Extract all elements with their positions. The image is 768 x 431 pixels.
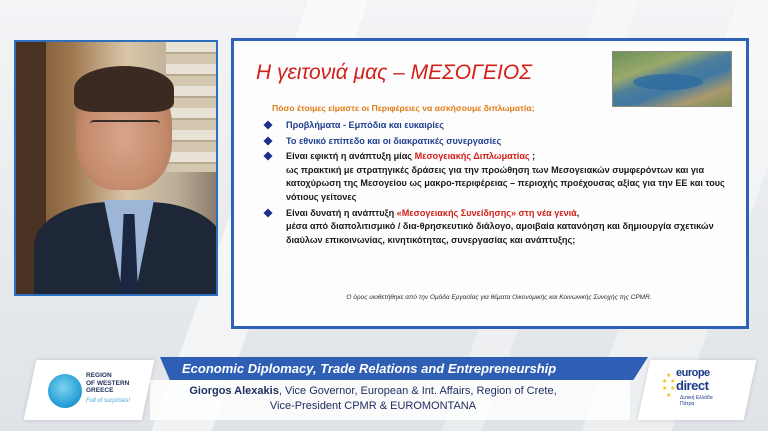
presentation-slide bbox=[231, 38, 749, 329]
slide-footnote: Ο όρος υιοθετήθηκε από την Ομάδα Εργασίας για θέματα Οικονομικής και Κοινωνικής Συνοχής της CPMR. bbox=[346, 294, 652, 301]
slide-title: Η γειτονιά μας – ΜΕΣΟΓΕΙΟΣ bbox=[256, 61, 532, 84]
diamond-bullet-icon bbox=[263, 136, 272, 145]
list-item bbox=[262, 150, 732, 204]
bullet-highlight: «Μεσογειακής Συνείδησης» στη νέα γενιά bbox=[396, 207, 577, 218]
region-western-greece-logo bbox=[48, 368, 148, 418]
europe-direct-logo-text: direct bbox=[676, 378, 709, 393]
bullet-text: Το εθνικό επίπεδο και οι διακρατικές συνεργασίες bbox=[286, 135, 502, 146]
mediterranean-map-icon bbox=[612, 51, 732, 107]
speaker-hair bbox=[74, 66, 174, 112]
bullet-list bbox=[262, 119, 732, 249]
europe-direct-logo-text: europe bbox=[676, 367, 710, 379]
diamond-bullet-icon bbox=[263, 120, 272, 129]
logo-line: REGION bbox=[86, 372, 112, 379]
bullet-text: Προβλήματα - Εμπόδια και ευκαιρίες bbox=[286, 120, 444, 130]
bullet-text: Είναι δυνατή η ανάπτυξη bbox=[286, 207, 397, 218]
session-title: Economic Diplomacy, Trade Relations and Entrepreneurship bbox=[182, 361, 557, 376]
bullet-continuation: μέσα από διαπολιτισμικό / δια-θρησκευτικό διάλογο, αμοιβαία κατανόηση και δημιουργία σχετικών διαύλων επικοινωνίας, κινητικότητας, συνεργασίας και ανάπτυξης; bbox=[286, 221, 714, 245]
subtitle-line: Δυτική Ελλάδα bbox=[680, 395, 713, 401]
bullet-suffix: , bbox=[576, 207, 580, 218]
speaker-caption bbox=[188, 384, 558, 414]
list-item bbox=[262, 135, 732, 149]
speaker-role: , Vice Governor, European & Int. Affairs, Region of Crete, bbox=[278, 385, 557, 397]
speaker-role-2: Vice-President CPMR & EUROMONTANA bbox=[269, 400, 477, 412]
bullet-highlight: Μεσογειακής Διπλωματίας bbox=[414, 151, 530, 162]
bookshelf bbox=[166, 42, 218, 172]
region-circle-logo-icon bbox=[48, 374, 82, 408]
bullet-continuation: ως πρακτική με στρατηγικές δράσεις για την προώθηση των Μεσογειακών συμφερόντων και για κατοχύρωση της Μεσογείου ως μακρο-περιφέρειας – περιοχής προέχουσας αξίας για την ΕΕ και τους νότιους γείτονες bbox=[286, 164, 725, 202]
slide-question: Πόσο έτοιμες είμαστε οι Περιφέρειες να ασκήσουμε διπλωματία; bbox=[272, 103, 535, 113]
list-item bbox=[262, 207, 732, 248]
speaker-name: Giorgos Alexakis bbox=[189, 385, 279, 397]
bullet-text: Είναι εφικτή η ανάπτυξη μίας bbox=[286, 151, 415, 162]
logo-slogan: Full of surprises! bbox=[86, 398, 131, 404]
diamond-bullet-icon bbox=[263, 208, 272, 217]
logo-line: GREECE bbox=[86, 387, 114, 394]
eu-stars-icon: ★ ★ ★ ★ ★ ★ bbox=[662, 373, 676, 399]
logo-line: OF WESTERN bbox=[86, 379, 130, 387]
bullet-suffix: ; bbox=[529, 151, 536, 162]
subtitle-line: Πάτρα bbox=[680, 401, 695, 407]
diamond-bullet-icon bbox=[263, 152, 272, 161]
logo-text bbox=[86, 372, 129, 395]
speaker-video bbox=[14, 40, 218, 296]
list-item bbox=[262, 119, 732, 133]
speaker-glasses bbox=[90, 120, 160, 136]
europe-direct-subtitle bbox=[680, 395, 713, 407]
